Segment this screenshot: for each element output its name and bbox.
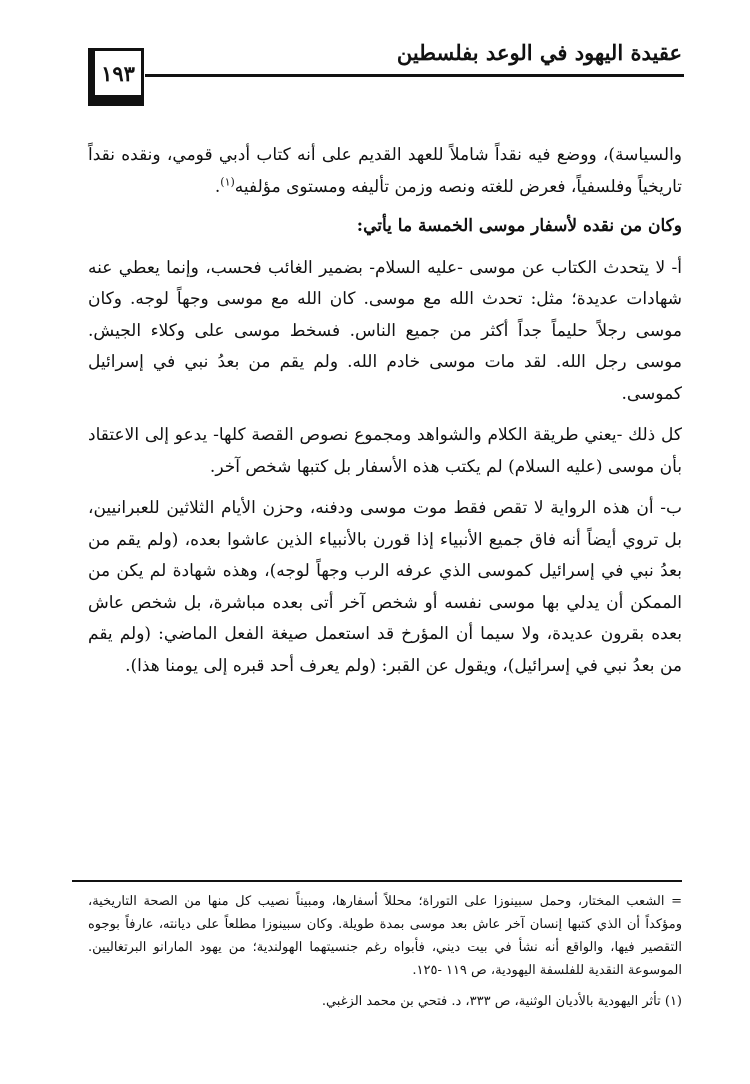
main-text [88, 140, 682, 682]
header-rule [145, 74, 684, 77]
footnote-ref-1[interactable]: (١) [220, 174, 235, 188]
running-header-title: عقيدة اليهود في الوعد بفلسطين [396, 40, 682, 65]
footnote-rule [72, 880, 682, 882]
page-number: ١٩٣ [92, 48, 144, 98]
section-lead: وكان من نقده لأسفار موسى الخمسة ما يأتي: [356, 216, 682, 236]
footnote-continued: = الشعب المختار، وحمل سبينوزا على التوراة؛ محللاً أسفارها، ومبيناً نصيب كل منها من الصحة التاريخية، ومؤكداً أن الذي كتبها إنسان آخر عاش بعد موسى بمدة طويلة. وكان سبينوزا مطلعاً على ديانته، عارفاً بوجوه التقصير فيها، والواقع أنه نشأ في بيت ديني، فأبواه رغم جنسيتهما الهولندية؛ من يهود المارانو البرتغاليين. الموسوعة النقدية للفلسفة اليهودية، ص ١١٩ -١٢٥. [88, 894, 682, 978]
paragraph-intro [88, 140, 682, 203]
footnotes [88, 890, 682, 1013]
paragraph-conclusion-a: كل ذلك -يعني طريقة الكلام والشواهد ومجموع نصوص القصة كلها- يدعو إلى الاعتقاد بأن موسى (عليه السلام) لم يكتب هذه الأسفار بل كتبها شخص آخر. [88, 425, 682, 477]
paragraph-intro-end: . [214, 176, 221, 197]
page-number-frame-bottom [88, 98, 144, 106]
paragraph-point-b: ب- أن هذه الرواية لا تقص فقط موت موسى ودفنه، وحزن الأيام الثلاثين للعبرانيين، بل تروي أيضاً أنه فاق جميع الأنبياء إذا قورن بالأنبياء الذين عاشوا بعده، (ولم يقم من بعدُ نبي في إسرائيل كموسى الذي عرفه الرب وجهاً لوجه)، وهذه شهادة لم يكن من الممكن أن يدلي بها موسى نفسه أو شخص آخر أتى بعده مباشرة، بل شخص عاش بعده بقرون عديدة، ولا سيما أن المؤرخ قد استعمل صيغة الفعل الماضي: (ولم يقم من بعدُ نبي في إسرائيل)، ويقول عن القبر: (ولم يعرف أحد قبره إلى يومنا هذا). [88, 498, 682, 676]
footnote-1: (١) تأثر اليهودية بالأديان الوثنية، ص ٣٣٣، د. فتحي بن محمد الزغبي. [321, 994, 682, 1009]
paragraph-point-a: أ- لا يتحدث الكتاب عن موسى -عليه السلام- بضمير الغائب فحسب، وإنما يعطي عنه شهادات عديدة؛ مثل: تحدث الله مع موسى. كان الله مع موسى وجهاً لوجه. وكان موسى رجلاً حليماً جداً أكثر من جميع الناس. فسخط موسى على وكلاء الجيش. موسى رجل الله. لقد مات موسى خادم الله. ولم يقم من بعدُ نبي في إسرائيل كموسى. [88, 257, 682, 404]
paragraph-intro-text: والسياسة)، ووضع فيه نقداً شاملاً للعهد القديم على أنه كتاب أدبي قومي، ونقده نقداً تاريخياً وفلسفياً، فعرض للغته ونصه وزمن تأليفه ومستوى مؤلفيه [88, 145, 682, 197]
